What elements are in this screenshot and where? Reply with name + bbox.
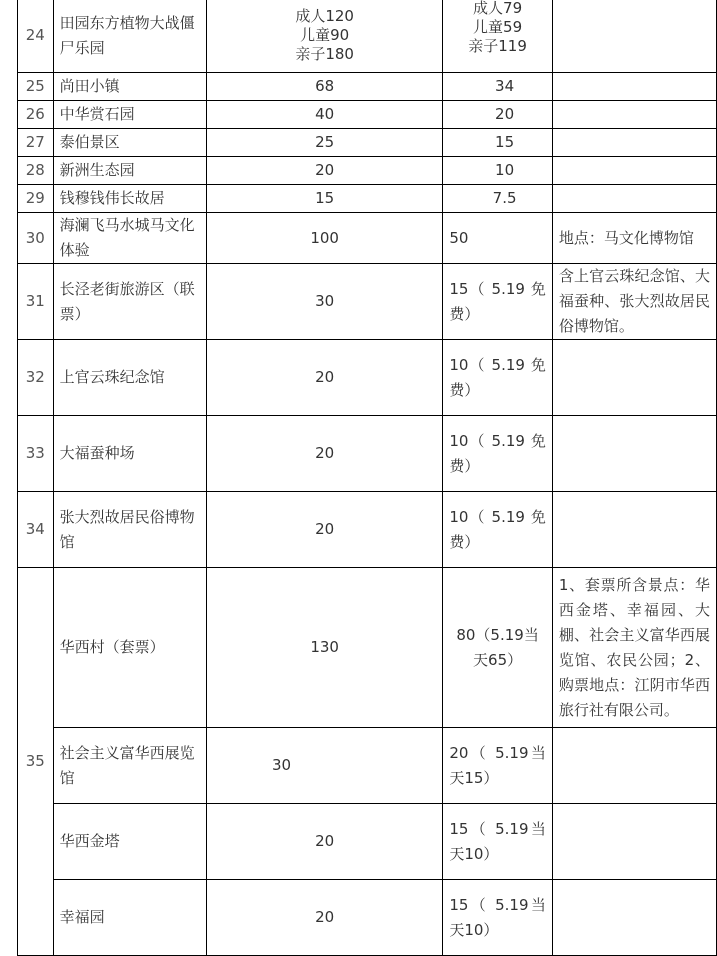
discount-price: 10（ 5.19 免费）: [443, 416, 552, 492]
discount-price: 80（5.19当天65）: [443, 568, 552, 728]
discount-price: 20: [443, 101, 552, 129]
regular-price: 20: [206, 340, 442, 416]
table-row: [18, 101, 717, 129]
regular-price: 20: [206, 880, 442, 956]
regular-price: 100: [206, 213, 442, 264]
row-number: 31: [18, 264, 54, 340]
row-number: 28: [18, 157, 54, 185]
discount-price: 15（ 5.19当天10）: [443, 880, 552, 956]
table-row: [18, 213, 717, 264]
row-number: 34: [18, 492, 54, 568]
note: [552, 804, 716, 880]
row-number: 35: [18, 568, 54, 956]
note: [552, 101, 716, 129]
attraction-name: 社会主义富华西展览馆: [53, 728, 206, 804]
regular-price: 20: [206, 804, 442, 880]
table-row: [18, 185, 717, 213]
regular-price: 15: [206, 185, 442, 213]
discount-price: 10: [443, 157, 552, 185]
discount-price: 10（ 5.19 免费）: [443, 492, 552, 568]
attraction-name: 长泾老街旅游区（联票）: [53, 264, 206, 340]
note: [552, 73, 716, 101]
table-row: [18, 129, 717, 157]
discount-price: 成人79 儿童59 亲子119: [443, 0, 552, 73]
regular-price: 68: [206, 73, 442, 101]
table-row: [18, 157, 717, 185]
table-row: [18, 73, 717, 101]
regular-price: 20: [206, 492, 442, 568]
discount-price: 50: [443, 213, 552, 264]
attraction-name: 上官云珠纪念馆: [53, 340, 206, 416]
table-row: [18, 416, 717, 492]
regular-price: 130: [206, 568, 442, 728]
discount-price: 7.5: [443, 185, 552, 213]
discount-price: 15（ 5.19 免费）: [443, 264, 552, 340]
attraction-name: 海澜飞马水城马文化体验: [53, 213, 206, 264]
row-number: 26: [18, 101, 54, 129]
attraction-name: 大福蚕种场: [53, 416, 206, 492]
attraction-name: 泰伯景区: [53, 129, 206, 157]
row-number: 33: [18, 416, 54, 492]
table-row: [18, 880, 717, 956]
row-number: 30: [18, 213, 54, 264]
note: [552, 880, 716, 956]
note: 1、套票所含景点：华西金塔、幸福园、大棚、社会主义富华西展览馆、农民公园；2、购票地点：江阴市华西旅行社有限公司。: [552, 568, 716, 728]
attraction-name: 钱穆钱伟长故居: [53, 185, 206, 213]
note: [552, 157, 716, 185]
table-row: [18, 568, 717, 728]
note: [552, 0, 716, 73]
note: [552, 492, 716, 568]
table-row: [18, 728, 717, 804]
note: [552, 340, 716, 416]
note: [552, 416, 716, 492]
note: [552, 129, 716, 157]
regular-price: 40: [206, 101, 442, 129]
row-number: 25: [18, 73, 54, 101]
regular-price: 25: [206, 129, 442, 157]
note: 地点：马文化博物馆: [552, 213, 716, 264]
attraction-name: 华西村（套票）: [53, 568, 206, 728]
row-number: 29: [18, 185, 54, 213]
attraction-name: 幸福园: [53, 880, 206, 956]
discount-price: 20（ 5.19当天15）: [443, 728, 552, 804]
regular-price: 成人120 儿童90 亲子180: [206, 0, 442, 73]
discount-price: 10（ 5.19 免费）: [443, 340, 552, 416]
attraction-name: 中华赏石园: [53, 101, 206, 129]
table-row: [18, 804, 717, 880]
regular-price: 30: [206, 728, 442, 804]
table-row: [18, 264, 717, 340]
row-number: 24: [18, 0, 54, 73]
note: [552, 185, 716, 213]
row-number: 32: [18, 340, 54, 416]
table-row: [18, 0, 717, 73]
discount-price: 15: [443, 129, 552, 157]
attraction-name: 华西金塔: [53, 804, 206, 880]
row-number: 27: [18, 129, 54, 157]
attraction-name: 尚田小镇: [53, 73, 206, 101]
attraction-name: 张大烈故居民俗博物馆: [53, 492, 206, 568]
discount-price: 34: [443, 73, 552, 101]
attraction-name: 田园东方植物大战僵尸乐园: [53, 0, 206, 73]
table-row: [18, 492, 717, 568]
regular-price: 20: [206, 157, 442, 185]
note: [552, 728, 716, 804]
table-row: [18, 340, 717, 416]
regular-price: 20: [206, 416, 442, 492]
note: 含上官云珠纪念馆、大福蚕种、张大烈故居民俗博物馆。: [552, 264, 716, 340]
ticket-price-table: [17, 0, 717, 956]
attraction-name: 新洲生态园: [53, 157, 206, 185]
discount-price: 15（ 5.19当天10）: [443, 804, 552, 880]
regular-price: 30: [206, 264, 442, 340]
